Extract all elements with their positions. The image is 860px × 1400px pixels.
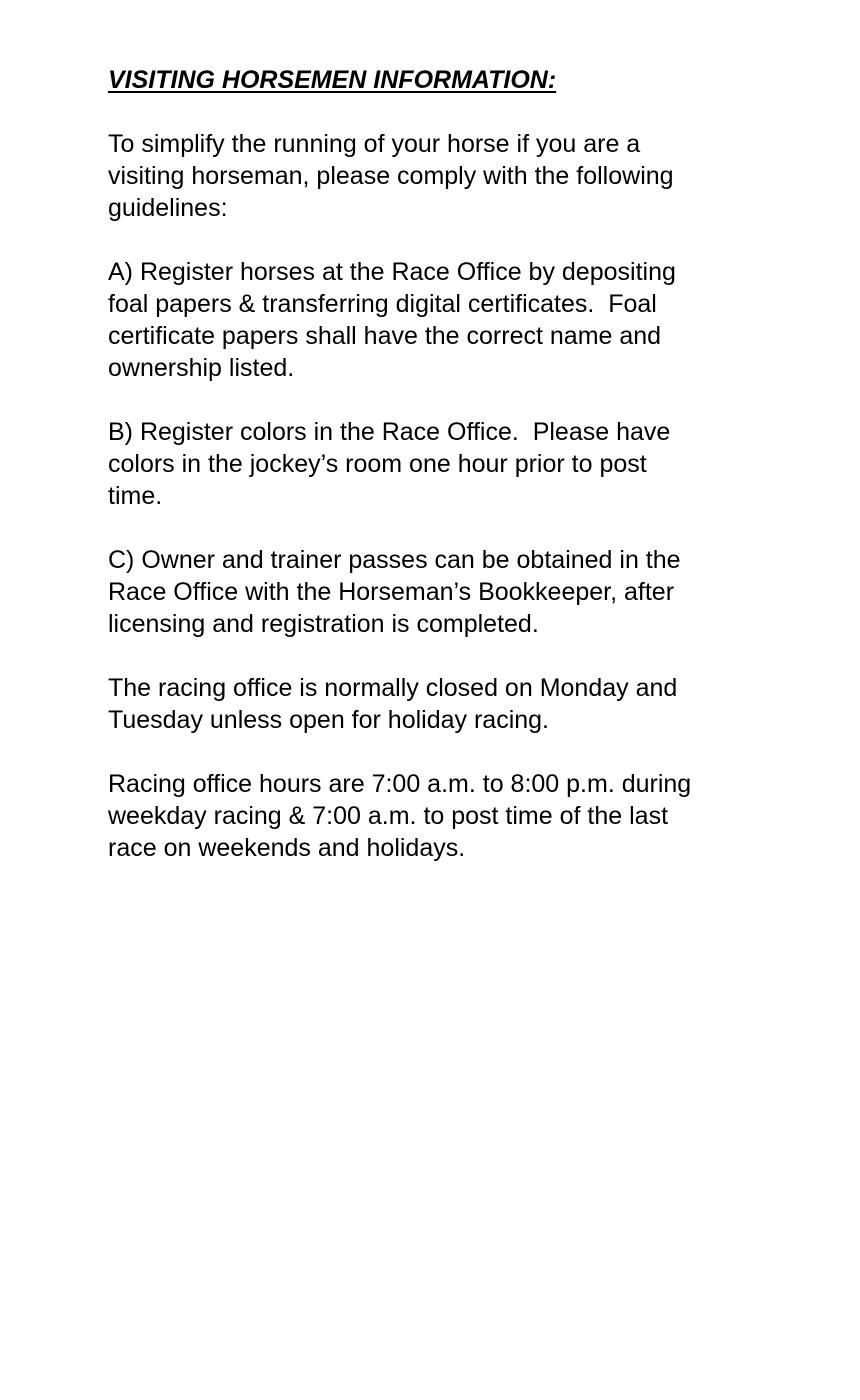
text-line: Race Office with the Horseman’s Bookkeeper, after: [108, 578, 675, 606]
text-line: weekday racing & 7:00 a.m. to post time of the last: [108, 802, 669, 830]
text-line: colors in the jockey’s room one hour prior to post: [108, 450, 647, 478]
text-line: B) Register colors in the Race Office. Please have: [108, 418, 671, 446]
text-line: C) Owner and trainer passes can be obtained in the: [108, 546, 681, 574]
guideline-a-paragraph: [108, 256, 788, 384]
guideline-c-paragraph: [108, 544, 788, 640]
guideline-b-paragraph: [108, 416, 788, 512]
text-line: Racing office hours are 7:00 a.m. to 8:00 p.m. during: [108, 770, 692, 798]
intro-paragraph: [108, 128, 788, 224]
office-hours-paragraph: [108, 768, 788, 864]
text-line: guidelines:: [108, 194, 228, 222]
text-line: certificate papers shall have the correct name and: [108, 322, 662, 350]
text-line: time.: [108, 482, 163, 510]
text-line: The racing office is normally closed on Monday and: [108, 674, 678, 702]
office-closure-paragraph: [108, 672, 788, 736]
text-line: ownership listed.: [108, 354, 295, 382]
text-line: To simplify the running of your horse if you are a: [108, 130, 641, 158]
text-line: A) Register horses at the Race Office by depositing: [108, 258, 676, 286]
document-body: [108, 64, 788, 896]
text-line: race on weekends and holidays.: [108, 834, 466, 862]
document-heading: VISITING HORSEMEN INFORMATION:: [108, 66, 557, 94]
text-line: licensing and registration is completed.: [108, 610, 539, 638]
text-line: visiting horseman, please comply with the following: [108, 162, 674, 190]
text-line: Tuesday unless open for holiday racing.: [108, 706, 550, 734]
text-line: foal papers & transferring digital certificates. Foal: [108, 290, 657, 318]
